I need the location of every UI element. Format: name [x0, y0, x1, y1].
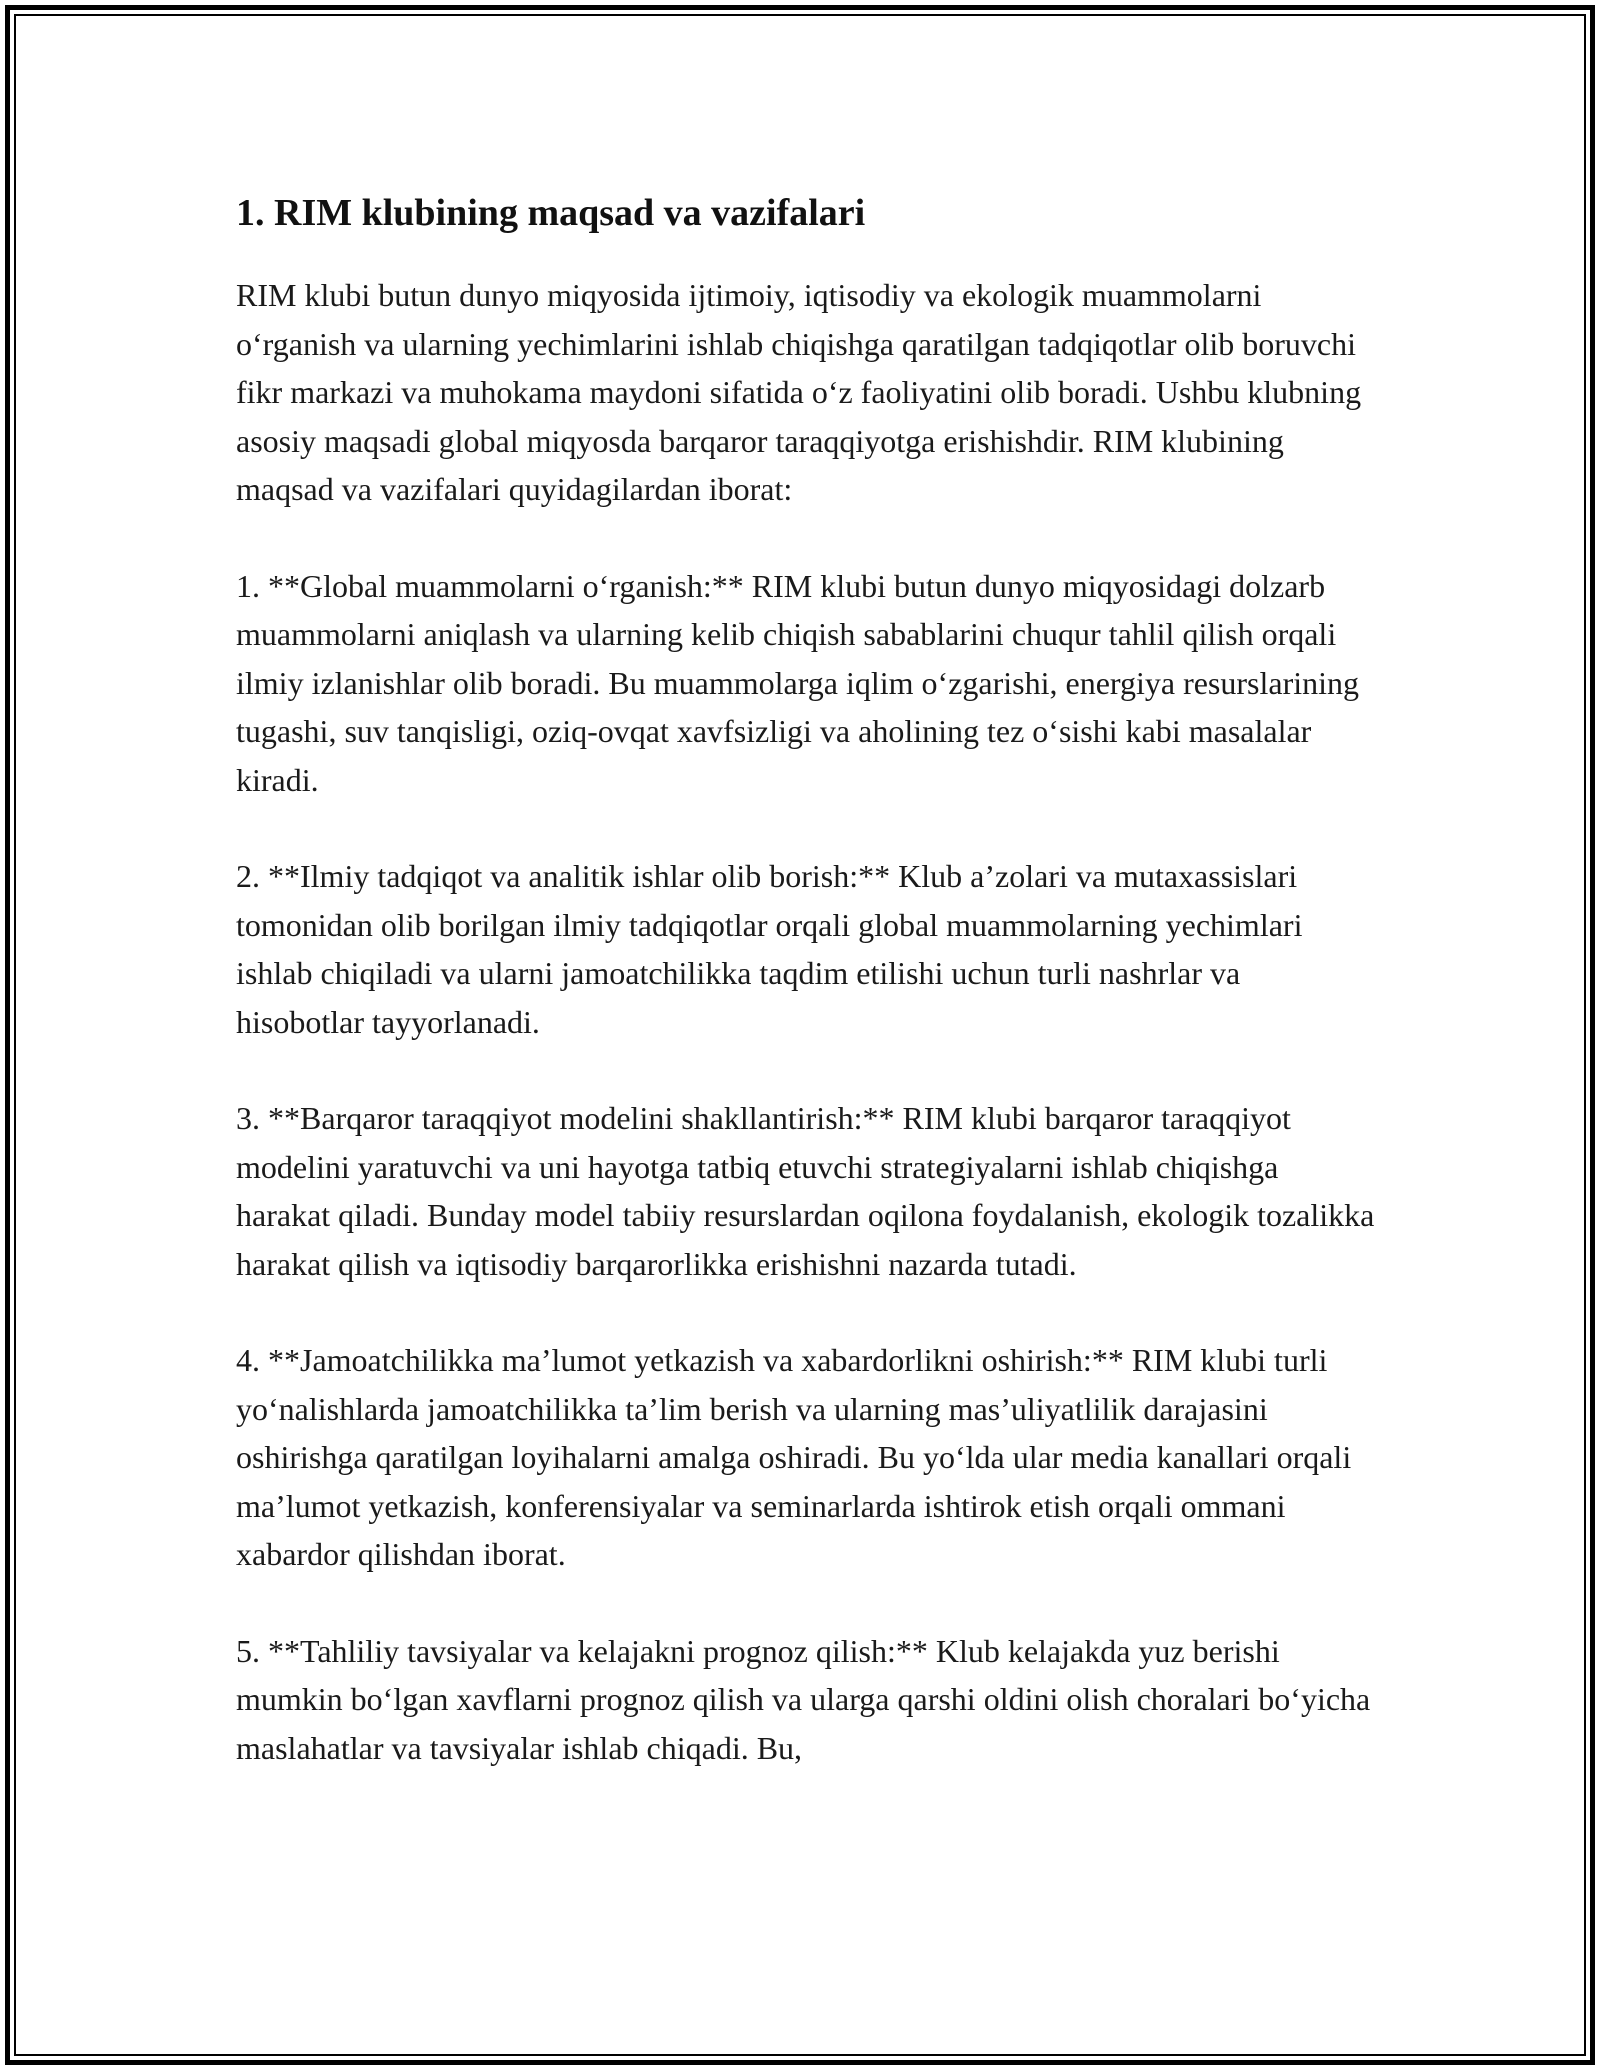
document-title: 1. RIM klubining maqsad va vazifalari	[236, 192, 866, 234]
list-item-3: 3. **Barqaror taraqqiyot modelini shakllantirish:** RIM klubi barqaror taraqqiyot modelini yaratuvchi va uni hayotga tatbiq etuvchi strategiyalarni ishlab chiqishga harakat qiladi. Bunday model tabiiy resurslardan oqilona foydalanish, ekologik tozalikka harakat qilish va iqtisodiy barqarorlikka erishishni nazarda tutadi.	[236, 1100, 1375, 1282]
intro-paragraph: RIM klubi butun dunyo miqyosida ijtimoiy, iqtisodiy va ekologik muammolarni o‘rganish va ularning yechimlarini ishlab chiqishga qaratilgan tadqiqotlar olib boruvchi fikr markazi va muhokama maydoni sifatida o‘z faoliyatini olib boradi. Ushbu klubning asosiy maqsadi global miqyosda barqaror taraqqiyotga erishishdir. RIM klubining maqsad va vazifalari quyidagilardan iborat:	[236, 277, 1362, 507]
list-item-1: 1. **Global muammolarni o‘rganish:** RIM klubi butun dunyo miqyosidagi dolzarb muammolarni aniqlash va ularning kelib chiqish sabablarini chuqur tahlil qilish orqali ilmiy izlanishlar olib boradi. Bu muammolarga iqlim o‘zgarishi, energiya resurslarining tugashi, suv tanqisligi, oziq-ovqat xavfsizligi va aholining tez o‘sishi kabi masalalar kiradi.	[236, 567, 1360, 798]
document-body	[236, 185, 1376, 1820]
list-item-5: 5. **Tahliliy tavsiyalar va kelajakni prognoz qilish:** Klub kelajakda yuz berishi mumkin bo‘lgan xavflarni prognoz qilish va ularga qarshi oldini olish choralari bo‘yicha maslahatlar va tavsiyalar ishlab chiqadi. Bu,	[236, 1632, 1371, 1766]
list-item-4: 4. **Jamoatchilikka ma’lumot yetkazish va xabardorlikni oshirish:** RIM klubi turli yo‘nalishlarda jamoatchilikka ta’lim berish va ularning mas’uliyatlilik darajasini oshirishga qaratilgan loyihalarni amalga oshiradi. Bu yo‘lda ular media kanallari orqali ma’lumot yetkazish, konferensiyalar va seminarlarda ishtirok etish orqali ommani xabardor qilishdan iborat.	[236, 1342, 1352, 1572]
list-item-2: 2. **Ilmiy tadqiqot va analitik ishlar olib borish:** Klub a’zolari va mutaxassislari tomonidan olib borilgan ilmiy tadqiqotlar orqali global muammolarning yechimlari ishlab chiqiladi va ularni jamoatchilikka taqdim etilishi uchun turli nashrlar va hisobotlar tayyorlanadi.	[236, 858, 1303, 1040]
